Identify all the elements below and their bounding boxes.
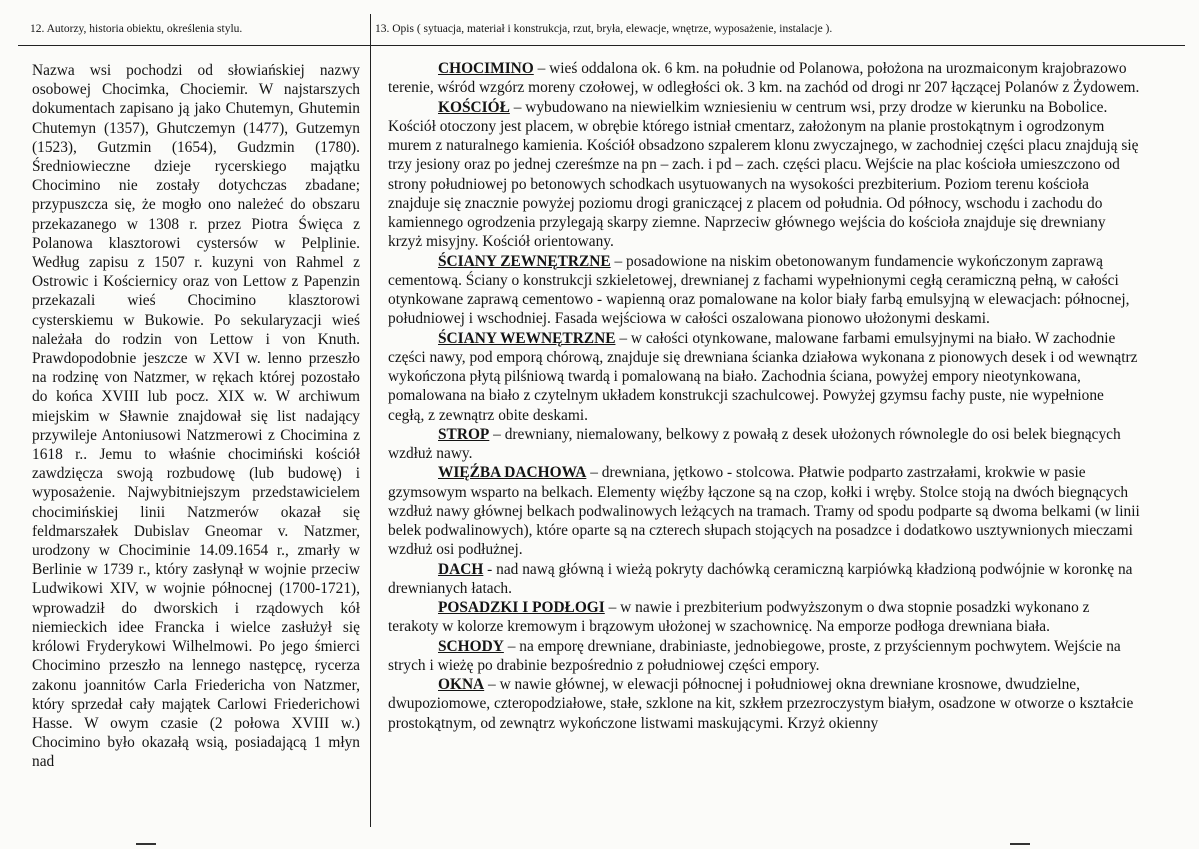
bottom-scan-mark [136,843,156,845]
section-dach [388,560,1140,599]
history-column [32,61,360,772]
section-sciany-zewnetrzne [388,252,1140,329]
section-text: – drewniany, niemalowany, belkowy z powałą z desek ułożonych równolegle do osi belek biegnących wzdłuż nawy. [388,425,1121,462]
section-text: – posadowione na niskim obetonowanym fundamencie wykończonym zaprawą cementową. Ściany o konstrukcji szkieletowej, drewnianej z fachami wypełnionymi cegłą ceramiczną pełną, w całości otynkowane zaprawą cementowo - wapienną oraz pomalowane na kolor biały farbą emulsyjną w elewacjach: północnej, południowej i wschodniej. Fasada wejściowa w całości oszalowana pionowo ułożonymi deskami. [388,252,1130,328]
header-divider [18,45,1185,46]
section-schody [388,637,1140,676]
column-divider [370,14,371,827]
section-title: OKNA [438,676,485,693]
section-strop [388,425,1140,464]
section-title: KOŚCIÓŁ [438,98,510,116]
section-sciany-wewnetrzne [388,329,1140,425]
section-title: ŚCIANY WEWNĘTRZNE [438,329,616,347]
section-posadzki [388,598,1140,637]
section-title: POSADZKI I PODŁOGI [438,599,605,616]
section-title: WIĘŹBA DACHOWA [438,464,587,482]
section-text: – w nawie i prezbiterium podwyższonym o dwa stopnie posadzki wykonano z terakoty w kolorze kremowym i brązowym ułożonej w szachownicę. Na emporze podłoga drewniana biała. [388,599,1090,636]
section-title: SCHODY [438,637,504,655]
bottom-scan-mark [1010,843,1030,845]
section-text: – na emporę drewniane, drabiniaste, jednobiegowe, proste, z przyściennym pochwytem. Wejście na strych i wieżę po drabinie bezpośrednio z południowej części empory. [388,637,1121,674]
section-kosciol [388,98,1140,252]
section-text: – drewniana, jętkowo - stolcowa. Płatwie podparto zastrzałami, krokwie w pasie gzymsowym wsparto na belkach. Elementy więźby łączone są na czop, kołki i wręby. Stolce stoją na dwóch biegnących wzdłuż nawy głównej belkach podwalinowych leżących na tramach. Tramy od spodu podparte są dwoma belkami (w linii belek podwalinowych), które oparte są na czterech słupach stojących na posadzce i dodatkowo usztywnionych mieczami wzdłuż osi podłużnej. [388,464,1140,559]
section-text: – w całości otynkowane, malowane farbami emulsyjnymi na biało. W zachodnie części nawy, pod emporą chórową, znajduje się drewniana ścianka działowa wykonana z pionowych desek i od wewnątrz wykończona płytą pilśniową twardą i pomalowaną na biało. Zachodnia ściana, powyżej empory nieotynkowana, pomalowana na biało z czytelnym układem konstrukcji szachulcowej. Powyżej gzymsu fachy puste, nie wypełnione cegłą, z zewnątrz obite deskami. [388,329,1138,424]
section-12-header: 12. Autorzy, historia obiektu, określenia stylu. [30,23,243,35]
section-title: CHOCIMINO [438,60,534,77]
history-text: Nazwa wsi pochodzi od słowiańskiej nazwy osobowej Chocimka, Chociemir. W najstarszych dokumentach zapisano ją jako Chutemyn, Ghutemin Chutemyn (1357), Ghutczemyn (1477), Gutzemyn (1523), Gutzmin (1654), Gudzmin (1780). Średniowieczne dzieje rycerskiego majątku Chocimino nie zostały dotychczas zbadane; przypuszcza się, że mogło ono należeć do obszaru przekazanego w 1308 r. przez Piotra Święca z Polanowa klasztorowi cystersów w Pelplinie. Według zapisu z 1507 r. kuzyni von Rahmel z Ostrowic i Kościernicy oraz von Lettow z Papenzin przekazali wieś Chocimino klasztorowi cysterskiemu w Bukowie. Po sekularyzacji wieś należała do rodzin von Lettow i von Knuth. Prawdopodobnie jeszcze w XVI w. lenno przeszło na rodzinę von Natzmer, w rękach której pozostało do końca XVIII lub pocz. XIX w. W archiwum miejskim w Sławnie znajdował się list nadający przywileje Antoniusowi Natzmerowi z Chocimina z 1618 r.. Jemu to właśnie chocimiński kościół zawdzięcza swoją rozbudowę (lub budowę) i wyposażenie. Najwybitniejszym przedstawicielem chocimińskiej linii Natzmerów okazał się feldmarszałek Dubislav Gneomar v. Natzmer, urodzony w Chociminie 14.09.1654 r., zmarły w Berlinie w 1739 r., który zasłynął w wojnie przeciw Ludwikowi XIV, w wojnie północnej (1700-1721), wprowadził do dworskich i rządowych kół niemieckich idee Francka i wielce zasłużył się królowi Fryderykowi Wilhelmowi. Po jego śmierci Chocimino przeszło na lennego następcę, rycerza zakonu joannitów Carla Friedericha von Natzmer, który sprzedał cały majątek Carlowi Friederichowi Hasse. W owym czasie (2 połowa XVIII w.) Chocimino było okazałą wsią, posiadającą 1 młyn nad [32,62,360,771]
section-text: - nad nawą główną i wieżą pokryty dachówką ceramiczną karpiówką kładzioną podwójnie w koronkę na drewnianych łatach. [388,560,1133,597]
section-title: ŚCIANY ZEWNĘTRZNE [438,252,611,270]
section-chocimino [388,59,1140,98]
section-text: – w nawie głównej, w elewacji północnej i południowej okna drewniane krosnowe, dwudzielne, dwupoziomowe, czteropodziałowe, stałe, szklone na kit, szkłem przezroczystym białym, osadzone w otworze o kształcie prostokątnym, od zewnątrz wykończone listwami maskującymi. Krzyż okienny [388,676,1134,732]
section-wiezba-dachowa [388,463,1140,559]
section-13-header: 13. Opis ( sytuacja, materiał i konstrukcja, rzut, bryła, elewacje, wnętrze, wyposażenie, instalacje ). [375,23,833,35]
section-title: DACH [438,560,484,578]
section-okna [388,675,1140,733]
section-title: STROP [438,425,490,443]
description-column [388,59,1140,733]
section-text: – wybudowano na niewielkim wzniesieniu w centrum wsi, przy drodze w kierunku na Bobolice. Kościół otoczony jest placem, w obrębie którego istniał cmentarz, założonym na planie prostokątnym i ogrodzonym murem z naturalnego kamienia. Kościół obsadzono szpalerem klonu zwyczajnego, w zachodniej części placu znajdują się trzy jesiony oraz po jednej czereśmze na pn – zach. i pd – zach. części placu. Wejście na plac kościoła umieszczono od strony południowej po betonowych schodkach usytuowanych na wysokości prezbiterium. Poziom terenu kościoła znajduje się znacznie powyżej poziomu drogi graniczącej z placem od południa. Od północy, wschodu i zachodu do kamiennego ogrodzenia przylegają skarpy ziemne. Naprzeciw głównego wejścia do kościoła znajduje się drewniany krzyż misyjny. Kościół orientowany. [388,98,1139,251]
section-text: – wieś oddalona ok. 6 km. na południe od Polanowa, położona na urozmaiconym krajobrazowo terenie, wśród wzgórz moreny czołowej, w odległości ok. 3 km. na zachód od drogi nr 207 łączącej Polanów z Żydowem. [388,60,1140,97]
